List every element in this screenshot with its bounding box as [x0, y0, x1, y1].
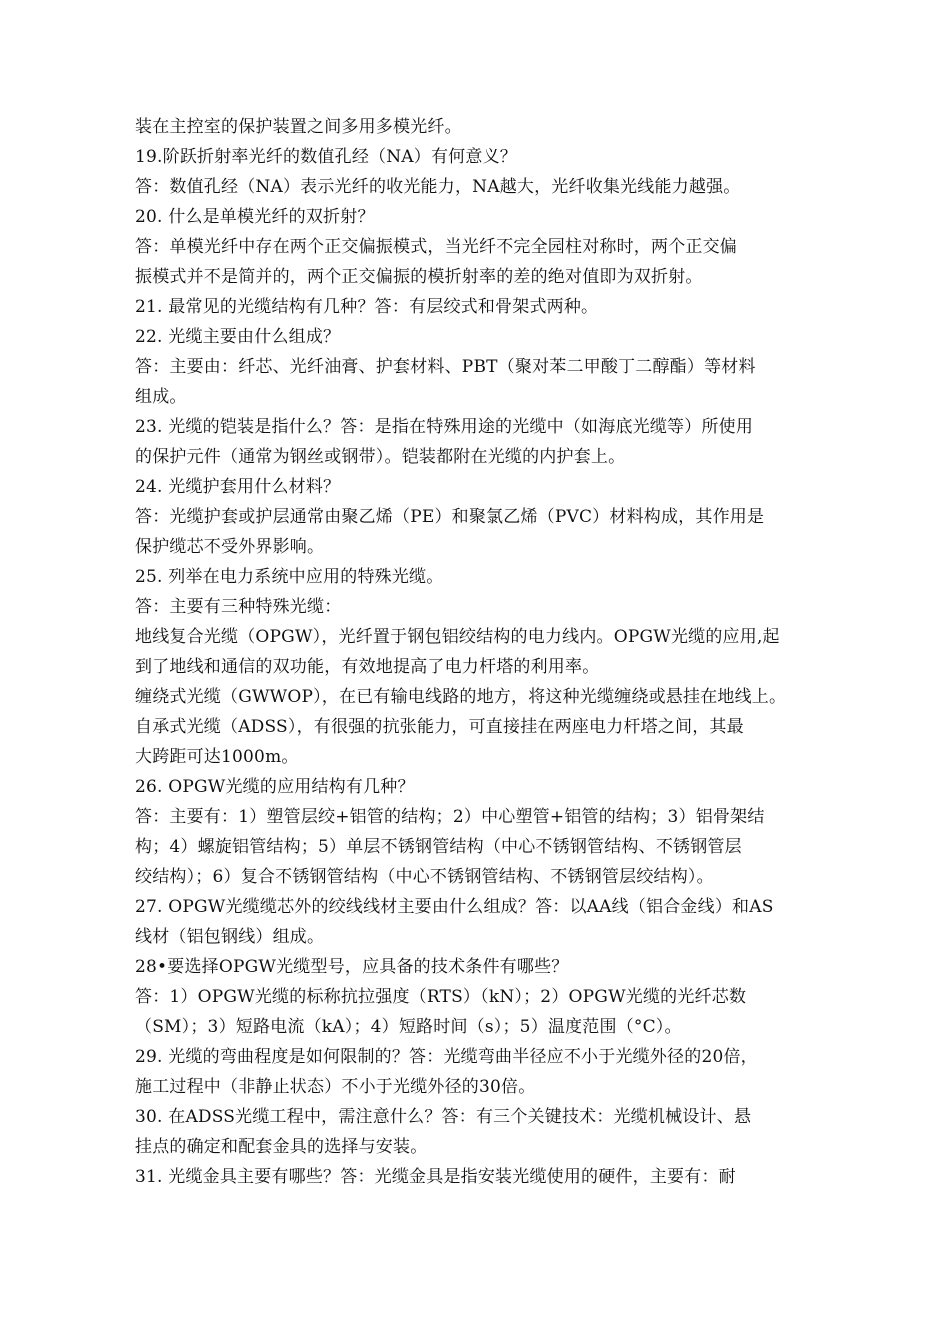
- question-29: 29. 光缆的弯曲程度是如何限制的？答：光缆弯曲半径应不小于光缆外径的20倍，: [135, 1047, 758, 1067]
- question-23: 23. 光缆的铠装是指什么？答：是指在特殊用途的光缆中（如海底光缆等）所使用: [135, 417, 754, 437]
- answer-24-cont: 保护缆芯不受外界影响。: [135, 537, 325, 557]
- question-27: 27. OPGW光缆缆芯外的绞线线材主要由什么组成？答：以AA线（铝合金线）和AS: [135, 897, 774, 917]
- answer-25-adss-cont: 大跨距可达1000m。: [135, 747, 299, 767]
- question-26: 26. OPGW光缆的应用结构有几种？: [135, 777, 415, 797]
- question-30: 30. 在ADSS光缆工程中，需注意什么？答：有三个关键技术：光缆机械设计、悬: [135, 1107, 752, 1127]
- answer-25-opgw: 地线复合光缆（OPGW），光纤置于钢包铝绞结构的电力线内。OPGW光缆的应用,起: [135, 627, 780, 647]
- answer-26-cont-1: 构；4）螺旋铝管结构；5）单层不锈钢管结构（中心不锈钢管结构、不锈钢管层: [135, 837, 742, 857]
- answer-25-opgw-cont: 到了地线和通信的双功能，有效地提高了电力杆塔的利用率。: [135, 657, 600, 677]
- answer-20-cont: 振模式并不是简并的，两个正交偏振的模折射率的差的绝对值即为双折射。: [135, 267, 703, 287]
- answer-20: 答：单模光纤中存在两个正交偏振模式，当光纤不完全园柱对称时，两个正交偏: [135, 237, 737, 257]
- question-31: 31. 光缆金具主要有哪些？答：光缆金具是指安装光缆使用的硬件，主要有：耐: [135, 1167, 736, 1187]
- question-24: 24. 光缆护套用什么材料？: [135, 477, 341, 497]
- text-line: 装在主控室的保护装置之间多用多模光纤。: [135, 117, 462, 137]
- answer-27-cont: 线材（铝包钢线）组成。: [135, 927, 325, 947]
- answer-29-cont: 施工过程中（非静止状态）不小于光缆外径的30倍。: [135, 1077, 536, 1097]
- question-21: 21. 最常见的光缆结构有几种？答：有层绞式和骨架式两种。: [135, 297, 599, 317]
- answer-24: 答：光缆护套或护层通常由聚乙烯（PE）和聚氯乙烯（PVC）材料构成，其作用是: [135, 507, 765, 527]
- document-body: [135, 112, 825, 1192]
- answer-22: 答：主要由：纤芯、光纤油膏、护套材料、PBT（聚对苯二甲酸丁二醇酯）等材料: [135, 357, 756, 377]
- answer-25: 答：主要有三种特殊光缆：: [135, 597, 342, 617]
- answer-22-cont: 组成。: [135, 387, 187, 407]
- answer-30-cont: 挂点的确定和配套金具的选择与安装。: [135, 1137, 428, 1157]
- answer-25-gwwop: 缠绕式光缆（GWWOP），在已有输电线路的地方，将这种光缆缠绕或悬挂在地线上。: [135, 687, 787, 707]
- question-19: 19.阶跃折射率光纤的数值孔经（NA）有何意义？: [135, 147, 517, 167]
- answer-23-cont: 的保护元件（通常为钢丝或钢带）。铠装都附在光缆的内护套上。: [135, 447, 626, 467]
- question-22: 22. 光缆主要由什么组成？: [135, 327, 341, 347]
- answer-26-cont-2: 绞结构）；6）复合不锈钢管结构（中心不锈钢管结构、不锈钢管层绞结构）。: [135, 867, 714, 887]
- answer-28-cont: （SM）；3）短路电流（kA）；4）短路时间（s）；5）温度范围（°C）。: [135, 1017, 682, 1037]
- answer-25-adss: 自承式光缆（ADSS），有很强的抗张能力，可直接挂在两座电力杆塔之间，其最: [135, 717, 744, 737]
- answer-26: 答：主要有：1）塑管层绞+铝管的结构；2）中心塑管+铝管的结构；3）铝骨架结: [135, 807, 765, 827]
- question-20: 20. 什么是单模光纤的双折射？: [135, 207, 375, 227]
- question-28: 28•要选择OPGW光缆型号，应具备的技术条件有哪些？: [135, 957, 569, 977]
- answer-28: 答：1）OPGW光缆的标称抗拉强度（RTS）（kN）；2）OPGW光缆的光纤芯数: [135, 987, 747, 1007]
- answer-19: 答：数值孔经（NA）表示光纤的收光能力，NA越大，光纤收集光线能力越强。: [135, 177, 741, 197]
- question-25: 25. 列举在电力系统中应用的特殊光缆。: [135, 567, 444, 587]
